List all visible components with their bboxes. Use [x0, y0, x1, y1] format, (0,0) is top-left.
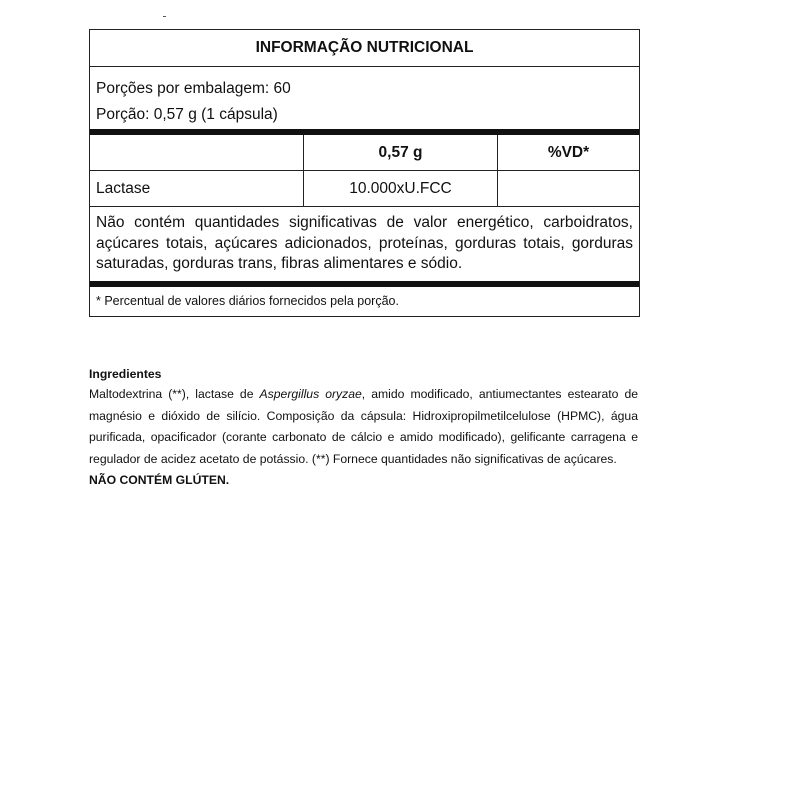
serving-size: Porção: 0,57 g (1 cápsula) [96, 106, 278, 123]
nutrient-name: Lactase [90, 171, 304, 206]
nutrient-amount: 10.000xU.FCC [304, 171, 498, 206]
dv-footnote: * Percentual de valores diários fornecidos pela porção. [96, 294, 399, 308]
ingredients-title: Ingredientes [89, 367, 162, 381]
ingredients-text-start: Maltodextrina (**), lactase de [89, 387, 260, 401]
servings-info [90, 67, 639, 129]
servings-per-package: Porções por embalagem: 60 [96, 80, 291, 97]
ingredients-text [89, 384, 638, 470]
table-row [90, 171, 639, 207]
ingredients-section [89, 364, 638, 492]
table-header-row [90, 135, 639, 171]
ingredients-text-end: , amido modificado, antiumectantes estearato de magnésio e dióxido de silício. Composição da cápsula: Hidroxipropilmetilcelulose (HPMC), água purificada, opacificador (corante carbonato de cálcio e amido modificado), gelificante carragena e regulador de acidez acetato de potássio. (**) Fornece quantidades não significativas de açúcares. [89, 387, 638, 466]
header-amount-cell: 0,57 g [304, 135, 498, 170]
header-dv-cell: %VD* [547, 143, 590, 161]
stray-mark [163, 16, 166, 17]
nutrient-dv [498, 171, 639, 206]
header-empty-cell [90, 135, 304, 170]
gluten-warning: NÃO CONTÉM GLÚTEN. [89, 473, 230, 487]
ingredients-species: Aspergillus oryzae [259, 387, 362, 401]
nutrition-facts-table [89, 29, 640, 317]
table-title: INFORMAÇÃO NUTRICIONAL [90, 30, 639, 67]
insignificant-note: Não contém quantidades significativas de valor energético, carboidratos, açúcares totais, açúcares adicionados, proteínas, gorduras totais, gorduras saturadas, gorduras trans, fibras alimentares e sódio. [96, 214, 633, 272]
